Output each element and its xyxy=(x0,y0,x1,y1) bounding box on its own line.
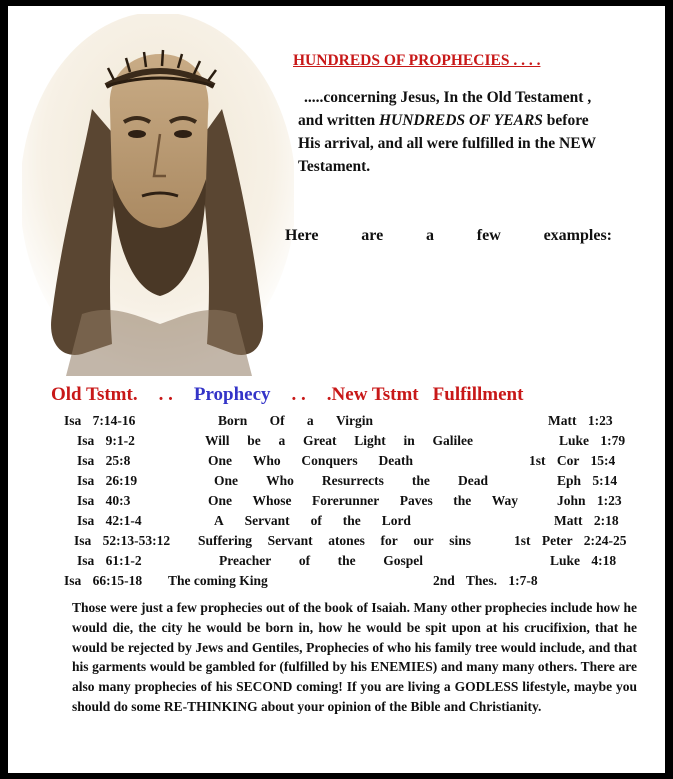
prophecy-row xyxy=(8,413,665,433)
old-testament-ref: Isa 42:1-4 xyxy=(77,513,142,528)
prophecy-text: Preacher of the Gospel xyxy=(219,553,423,568)
prophecy-header: Prophecy xyxy=(193,384,271,405)
old-testament-ref: Isa 66:15-18 xyxy=(64,573,143,588)
fulfillment-header: Fulfillment xyxy=(432,384,524,405)
examples-word: examples: xyxy=(543,227,612,244)
prophecy-row xyxy=(8,433,665,453)
prophecy-row xyxy=(8,513,665,533)
old-testament-ref: Isa 40:3 xyxy=(77,493,131,508)
new-testament-ref: Luke 4:18 xyxy=(550,553,617,568)
intro-paragraph xyxy=(298,86,650,178)
prophecy-text: Born Of a Virgin xyxy=(218,413,373,428)
prophecy-text: One Who Conquers Death xyxy=(208,453,413,468)
prophecy-row xyxy=(8,533,665,553)
old-testament-ref: Isa 25:8 xyxy=(77,453,131,468)
new-testament-ref: Eph 5:14 xyxy=(557,473,618,488)
prophecy-text: A Servant of the Lord xyxy=(214,513,411,528)
old-testament-ref: Isa 9:1-2 xyxy=(77,433,135,448)
old-testament-ref: Isa 7:14-16 xyxy=(64,413,136,428)
examples-word: few xyxy=(476,227,501,244)
old-testament-ref: Isa 61:1-2 xyxy=(77,553,142,568)
prophecy-text: Will be a Great Light in Galilee xyxy=(205,433,473,448)
closing-paragraph: Those were just a few prophecies out of the book of Isaiah. Many other prophecies include how he would die, the city he would be born in, how he would be spit upon at his crucifixion, that he would be rejected by Jews and Gentiles, Prophecies of who his family tree would include, and that his garments would be gambled for (fulfilled by his ENEMIES) and many many others. There are also many prophecies of his SECOND coming! If you are living a GODLESS lifestyle, maybe you should do some RE-THINKING about your opinion of the Bible and Christianity. xyxy=(72,600,637,714)
new-testament-ref: 2nd Thes. 1:7-8 xyxy=(433,573,538,588)
prophecy-text: The coming King xyxy=(168,573,268,588)
prophecy-text: One Whose Forerunner Paves the Way xyxy=(208,493,518,508)
examples-word: are xyxy=(361,227,384,244)
new-testament-ref: 1st Cor 15:4 xyxy=(529,453,616,468)
intro-line-2-end: before xyxy=(542,112,589,129)
old-testament-ref: Isa 26:19 xyxy=(77,473,138,488)
examples-line xyxy=(285,227,612,245)
column-header xyxy=(51,384,631,406)
header-dots: . . xyxy=(158,384,173,405)
intro-line-4: Testament. xyxy=(298,158,371,175)
intro-line-3: His arrival, and all were fulfilled in the NEW xyxy=(298,135,597,152)
prophecy-text: One Who Resurrects the Dead xyxy=(214,473,488,488)
prophecy-row xyxy=(8,453,665,473)
intro-line-1: .....concerning Jesus, In the Old Testament , xyxy=(304,89,592,106)
page-heading: HUNDREDS OF PROPHECIES . . . . xyxy=(293,52,541,69)
old-testament-header: Old Tstmt. xyxy=(51,384,138,405)
new-testament-ref: Matt 1:23 xyxy=(548,413,613,428)
prophecy-row xyxy=(8,553,665,573)
old-testament-ref: Isa 52:13-53:12 xyxy=(74,533,171,548)
prophecy-text: Suffering Servant atones for our sins xyxy=(198,533,471,548)
prophecy-row xyxy=(8,473,665,493)
examples-word: a xyxy=(425,227,434,244)
examples-word: Here xyxy=(285,227,319,244)
new-testament-header: .New Tstmt xyxy=(326,384,419,405)
intro-line-2 xyxy=(298,109,650,132)
jesus-portrait-image xyxy=(22,14,294,376)
prophecy-row xyxy=(8,493,665,513)
new-testament-ref: Luke 1:79 xyxy=(559,433,626,448)
prophecy-row xyxy=(8,573,665,593)
new-testament-ref: 1st Peter 2:24-25 xyxy=(514,533,627,548)
new-testament-ref: John 1:23 xyxy=(557,493,622,508)
intro-line-2-start: and written xyxy=(298,112,379,129)
flyer-page xyxy=(8,6,665,773)
new-testament-ref: Matt 2:18 xyxy=(554,513,619,528)
header-dots: . . xyxy=(291,384,306,405)
intro-emphasis: HUNDREDS OF YEARS xyxy=(378,112,543,129)
